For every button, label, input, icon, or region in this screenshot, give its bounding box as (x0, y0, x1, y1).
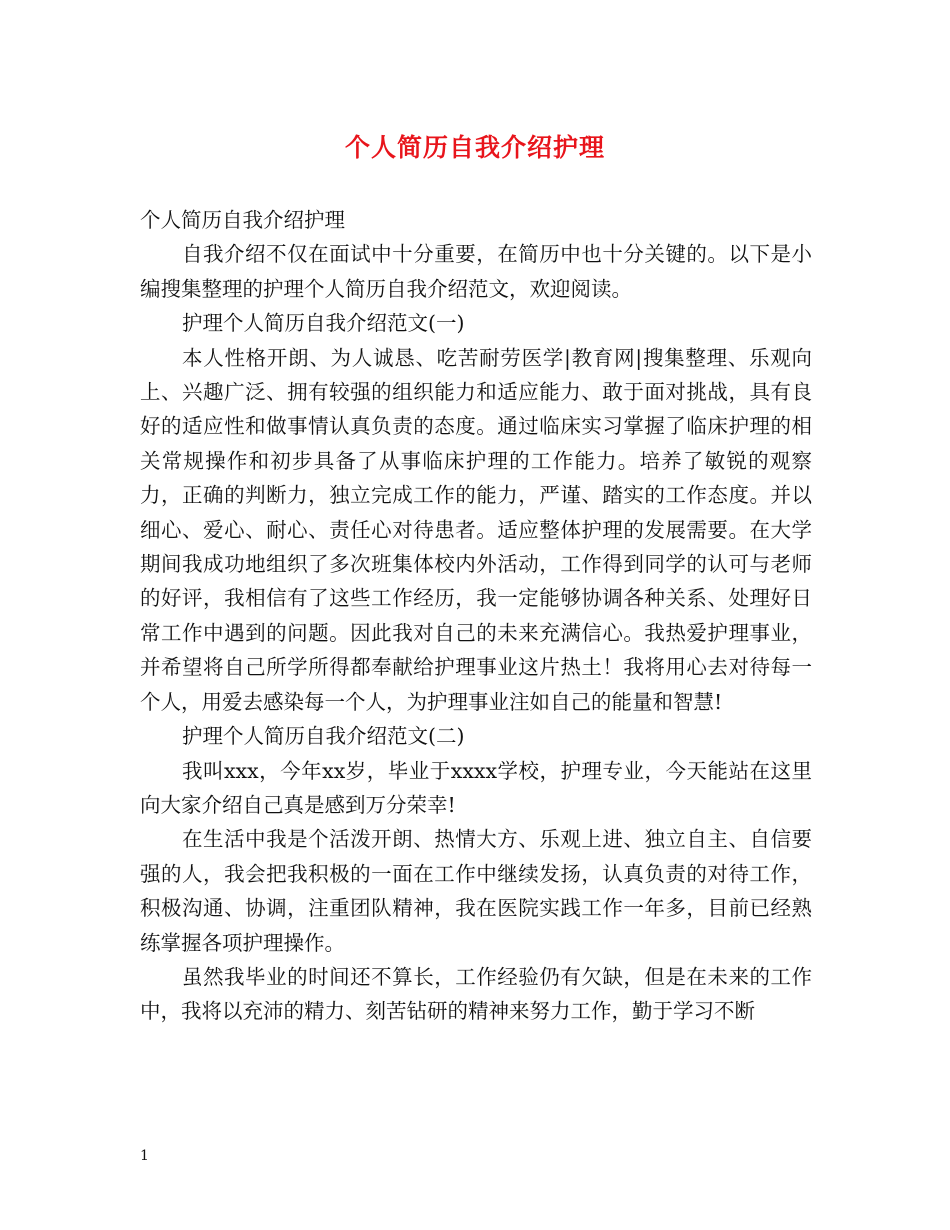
paragraph-heading: 个人简历自我介绍护理 (140, 208, 345, 232)
document-title: 个人简历自我介绍护理 (344, 133, 605, 162)
paragraph-sample-one: 本人性格开朗、为人诚恳、吃苦耐劳医学|教育网|搜集整理、乐观向上、兴趣广泛、拥有较强的组织能力和适应能力、敢于面对挑战，具有良好的适应性和做事情认真负责的态度。通过临床实习掌握了临床护理的相关常规操作和初步具备了从事临床护理的工作能力。培养了敏锐的观察力，正确的判断力，独立完成工作的能力，严谨、踏实的工作态度。并以细心、爱心、耐心、责任心对待患者。适应整体护理的发展需要。在大学期间我成功地组织了多次班集体校内外活动，工作得到同学的认可与老师的好评，我相信有了这些工作经历，我一定能够协调各种关系、处理好日常工作中遇到的问题。因此我对自己的未来充满信心。我热爱护理事业，并希望将自己所学所得都奉献给护理事业这片热土！我将用心去对待每一个人，用爱去感染每一个人，为护理事业注如自己的能量和智慧! (140, 345, 812, 714)
paragraph-intro: 自我介绍不仅在面试中十分重要，在简历中也十分关键的。以下是小编搜集整理的护理个人简历自我介绍范文，欢迎阅读。 (140, 242, 812, 301)
document-body (140, 203, 812, 1029)
section-heading-two: 护理个人简历自我介绍范文(二) (182, 724, 465, 749)
paragraph-sample-two-future: 虽然我毕业的时间还不算长，工作经验仍有欠缺，但是在未来的工作中，我将以充沛的精力、刻苦钻研的精神来努力工作，勤于学习不断 (140, 964, 812, 1024)
section-heading-one: 护理个人简历自我介绍范文(一) (182, 311, 465, 336)
page-number: 1 (140, 1148, 149, 1164)
paragraph-sample-two-intro: 我叫xxx，今年xx岁，毕业于xxxx学校，护理专业，今天能站在这里向大家介绍自己真是感到万分荣幸! (140, 758, 812, 817)
paragraph-sample-two-life: 在生活中我是个活泼开朗、热情大方、乐观上进、独立自主、自信要强的人，我会把我积极的一面在工作中继续发扬，认真负责的对待工作，积极沟通、协调，注重团队精神，我在医院实践工作一年多，目前已经熟练掌握各项护理操作。 (140, 827, 812, 955)
